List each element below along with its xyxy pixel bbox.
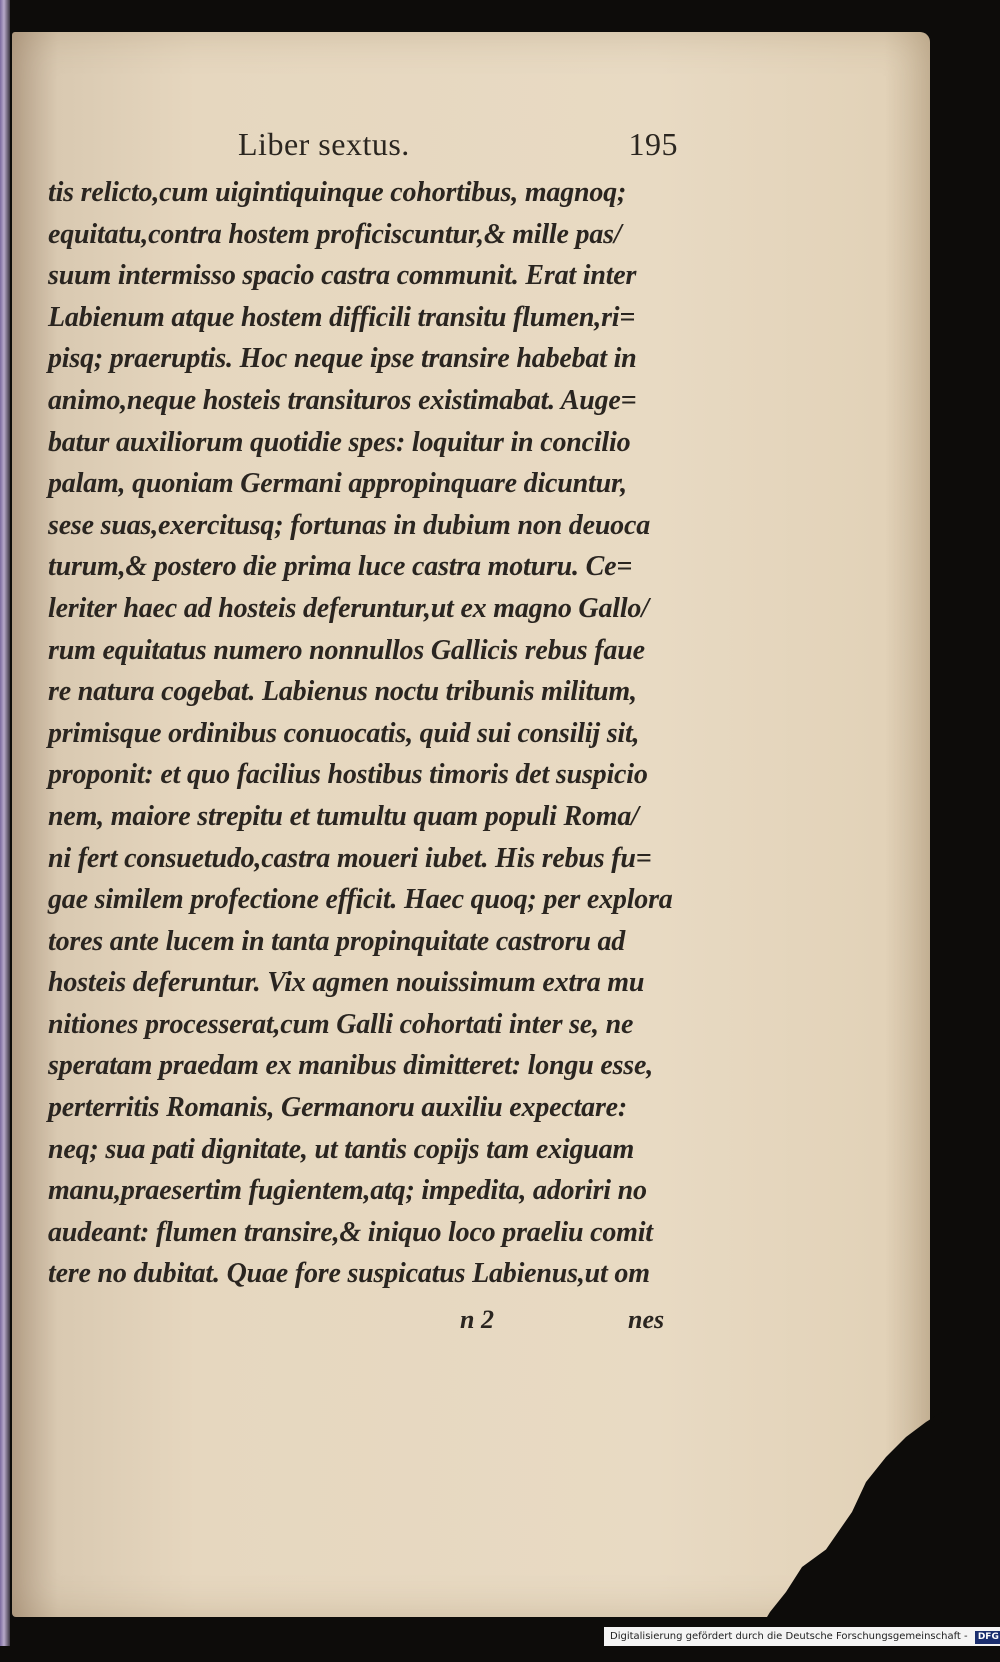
book-spine-edge [0,0,10,1646]
text-line: turum,& postero die prima luce castra moturu. Ce= [48,551,633,583]
page-footer [0,1305,1000,1345]
funding-credit-bar [604,1627,1000,1646]
text-line: nem, maiore strepitu et tumultu quam populi Roma/ [48,800,639,832]
text-line: re natura cogebat. Labienus noctu tribunis militum, [48,676,637,708]
credit-text: Digitalisierung gefördert durch die Deutsche Forschungsgemeinschaft - [610,1631,968,1642]
text-line: proponit: et quo facilius hostibus timoris det suspicio [48,759,648,791]
text-line: gae similem profectione efficit. Haec quoq; per explora [48,884,673,916]
text-line: tis relicto,cum uigintiquinque cohortibus, magnoq; [48,177,627,208]
text-line: leriter haec ad hosteis deferuntur,ut ex magno Gallo/ [48,592,649,624]
text-line: Labienum atque hostem difficili transitu flumen,ri= [48,301,636,333]
text-line: tere no dubitat. Quae fore suspicatus Labienus,ut om [48,1258,650,1290]
text-line: batur auxiliorum quotidie spes: loquitur in concilio [48,426,631,458]
text-line: speratam praedam ex manibus dimitteret: longu esse, [48,1050,654,1082]
page-header [238,126,678,172]
text-line: hosteis deferuntur. Vix agmen nouissimum extra mu [48,967,645,999]
text-line: sese suas,exercitusq; fortunas in dubium non deuoca [48,509,651,541]
running-title: Liber sextus. [238,126,410,162]
signature-mark: n 2 [460,1305,494,1334]
body-text [48,172,678,1295]
dfg-logo: DFG [975,1631,1000,1644]
text-line: ni fert consuetudo,castra moueri iubet. His rebus fu= [48,842,652,874]
text-line: equitatu,contra hostem proficiscuntur,& mille pas/ [48,218,622,250]
text-line: pisq; praeruptis. Hoc neque ipse transire habebat in [48,343,637,375]
text-line: palam, quoniam Germani appropinquare dicuntur, [48,468,627,500]
text-line: audeant: flumen transire,& iniquo loco praeliu comit [48,1216,653,1248]
text-line: neq; sua pati dignitate, ut tantis copijs tam exiguam [48,1133,635,1165]
page-number: 195 [628,126,678,162]
text-line: animo,neque hosteis transituros existimabat. Auge= [48,384,637,416]
catchword: nes [628,1305,665,1334]
text-line: suum intermisso spacio castra communit. Erat inter [48,260,637,292]
torn-page-corner [742,1412,942,1662]
text-line: tores ante lucem in tanta propinquitate castroru ad [48,925,626,957]
text-line: nitiones processerat,cum Galli cohortati inter se, ne [48,1008,634,1040]
text-line: rum equitatus numero nonnullos Gallicis rebus faue [48,634,645,666]
text-line: primisque ordinibus conuocatis, quid sui consilij sit, [48,717,640,749]
text-line: manu,praesertim fugientem,atq; impedita, adoriri no [48,1175,647,1207]
text-line: perterritis Romanis, Germanoru auxiliu expectare: [48,1092,628,1124]
